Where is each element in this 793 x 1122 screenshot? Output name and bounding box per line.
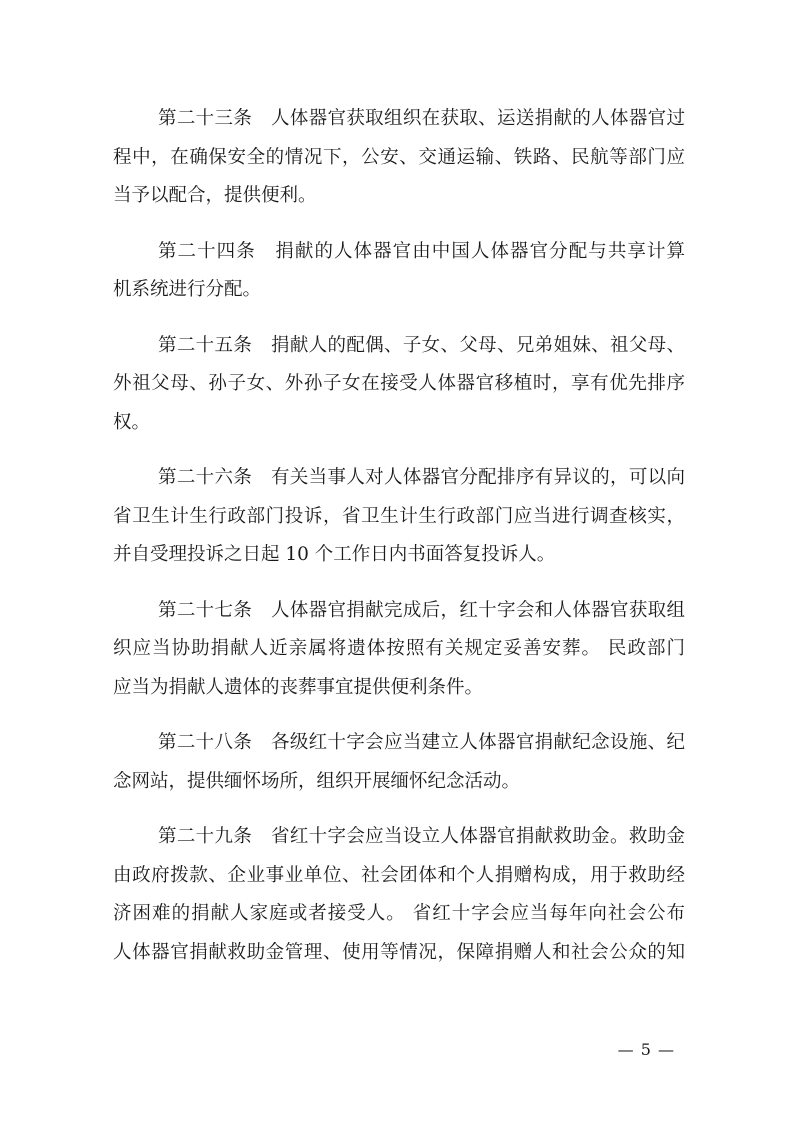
paragraph-line: 省卫生计生行政部门投诉，省卫生计生行政部门应当进行调查核实， [113,505,685,527]
paragraph-line: 第二十六条 有关当事人对人体器官分配排序有异议的，可以向 [158,467,685,488]
paragraph-line: 第二十八条 各级红十字会应当建立人体器官捐献纪念设施、纪 [158,732,685,753]
article-25 [113,327,685,443]
article-24 [113,233,685,310]
paragraph-line: 人体器官捐献救助金管理、使用等情况，保障捐赠人和社会公众的知 [113,941,685,963]
paragraph-line: 并自受理投诉之日起 10 个工作日内书面答复投诉人。 [113,544,556,565]
paragraph-line: 济困难的捐献人家庭或者接受人。 省红十字会应当每年向社会公布 [113,903,685,924]
article-27 [113,592,685,708]
article-29 [113,818,685,972]
paragraph-line: 织应当协助捐献人近亲属将遗体按照有关规定妥善安葬。 民政部门 [113,638,685,659]
paragraph-line: 应当为捐献人遗体的丧葬事宜提供便利条件。 [113,676,484,698]
document-body [113,100,685,989]
paragraph-line: 第二十三条 人体器官获取组织在获取、运送捐献的人体器官过 [158,108,685,129]
article-28 [113,724,685,801]
paragraph-line: 权。 [113,411,151,433]
paragraph-line: 程中，在确保安全的情况下，公安、交通运输、铁路、民航等部门应 [113,146,685,168]
paragraph-line: 机系统进行分配。 [113,279,262,300]
paragraph-line: 第二十七条 人体器官捐献完成后，红十字会和人体器官获取组 [158,599,685,621]
paragraph-line: 念网站，提供缅怀场所，组织开展缅怀纪念活动。 [113,770,521,792]
paragraph-line: 第二十四条 捐献的人体器官由中国人体器官分配与共享计算 [158,240,685,262]
article-23 [113,100,685,216]
page-number: — 5 — [617,1040,675,1059]
article-26 [113,459,685,575]
paragraph-line: 由政府拨款、企业事业单位、社会团体和个人捐赠构成，用于救助经 [113,864,685,886]
paragraph-line: 第二十九条 省红十字会应当设立人体器官捐献救助金。救助金 [158,826,685,847]
paragraph-line: 外祖父母、孙子女、外孙子女在接受人体器官移植时，享有优先排序 [113,373,685,394]
paragraph-line: 第二十五条 捐献人的配偶、子女、父母、兄弟姐妹、祖父母、 [158,334,685,356]
paragraph-line: 当予以配合，提供便利。 [113,185,317,206]
